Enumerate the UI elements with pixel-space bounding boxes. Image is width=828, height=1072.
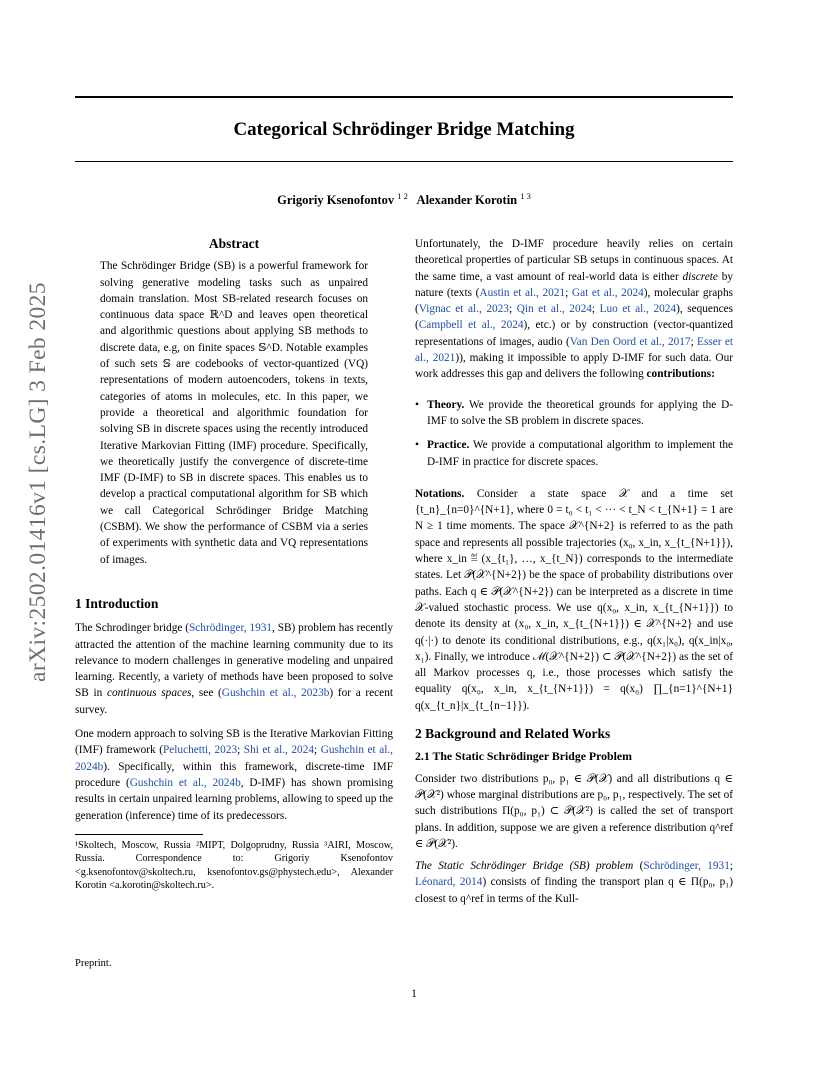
- section-2-1-paragraph-2: [415, 858, 733, 907]
- preprint-label: Preprint.: [75, 958, 112, 969]
- bullet-text: We provide the theoretical grounds for applying the D-IMF to solve the SB problem in discrete spaces.: [427, 398, 733, 427]
- author-list: [75, 191, 733, 208]
- text-run: ) for a recent survey.: [75, 687, 393, 716]
- text-run: ) consists of finding the transport plan q ∈ Π(p₀, p₁) closest to q^ref in terms of the Kull-: [415, 876, 733, 905]
- text-run: ), sequences (: [415, 303, 734, 332]
- text-run: ;: [508, 303, 517, 316]
- citation-link[interactable]: Shi et al., 2024: [243, 744, 315, 757]
- citation-link[interactable]: Schrödinger, 1931: [189, 622, 273, 635]
- list-item: [427, 397, 733, 430]
- title-top-rule: [75, 96, 733, 98]
- citation-link[interactable]: Van Den Oord et al., 2017: [569, 335, 691, 348]
- text-run: by nature (texts (: [415, 270, 733, 299]
- intro-paragraph-1: [75, 620, 393, 718]
- notations-paragraph: [415, 486, 733, 714]
- right-paragraph-1: [415, 236, 733, 383]
- right-column: [415, 236, 733, 907]
- text-run: ;: [729, 860, 733, 873]
- page-number: 1: [411, 988, 417, 1000]
- text-run: , SB) problem has recently attracted the attention of the machine learning community due to its relevance to modern challenges in generative modeling and unpaired learning. Recently, a variety of methods have been proposed to solve SB in: [75, 622, 393, 700]
- bullet-head: Practice.: [427, 439, 470, 452]
- citation-link[interactable]: Gushchin et al., 2023b: [221, 687, 330, 700]
- section-heading-background: 2 Background and Related Works: [415, 726, 611, 742]
- list-item: [427, 437, 733, 470]
- bold-text: contributions:: [646, 368, 715, 381]
- title-bottom-rule: [75, 161, 733, 162]
- citation-link[interactable]: Esser et al., 2021: [415, 335, 733, 365]
- citation-link[interactable]: Peluchetti, 2023: [163, 744, 238, 757]
- abstract-text: The Schrödinger Bridge (SB) is a powerful framework for solving generative modeling tasks such as unpaired domain translation. Most SB-related research focuses on continuous data space ℝ^D and leaves open theoretical and algorithmic questions about applying SB methods to discrete data, e.g, on finite spaces 𝕊^D. Notable examples of such sets 𝕊 are codebooks of vector-quantized (VQ) representations of modern autoencoders, tokens in texts, categories of atoms in molecules, etc. In this paper, we provide a theoretical and algorithmic foundation for solving SB in discrete spaces using the recently introduced Iterative Markovian Fitting (IMF) procedure. Specifically, we theoretically justify the convergence of discrete-time IMF (D-IMF) to SB in discrete spaces. This enables us to develop a practical computational algorithm for SB which we call Categorical Schrödinger Bridge Matching (CSBM). We show the performance of CSBM via a series of experiments with synthetic data and VQ representations of images.: [100, 260, 368, 566]
- footnote-rule: [75, 834, 203, 835]
- bullet-head: Theory.: [427, 398, 465, 411]
- text-run: One modern approach to solving SB is the Iterative Markovian Fitting (IMF) framework (: [75, 728, 393, 757]
- author-affiliation: 1 3: [520, 191, 531, 201]
- text-run: ;: [314, 744, 321, 757]
- text-run: (: [633, 860, 644, 873]
- affiliation-footnote: ¹Skoltech, Moscow, Russia ²MIPT, Dolgoprudny, Russia ³AIRI, Moscow, Russia. Correspondence to: Grigoriy Ksenofontov <g.ksenofontov@skoltech.ru, ksenofontov.gs@phystech.edu>, Alexander Korotin <a.korotin@skoltech.ru>.: [75, 839, 393, 892]
- citation-link[interactable]: Vignac et al., 2023: [418, 303, 509, 316]
- text-run: ), molecular graphs (: [415, 286, 733, 316]
- contributions-list: [415, 397, 733, 470]
- text-run: , see (: [191, 687, 222, 700]
- section-heading-introduction: 1 Introduction: [75, 595, 159, 611]
- citation-link[interactable]: Campbell et al., 2024: [418, 319, 524, 332]
- text-run: ;: [237, 744, 244, 757]
- paragraph-heading: Notations.: [415, 487, 465, 500]
- text-run: , D-IMF) has shown promising results in certain unpaired learning problems, allowing to speed up the generation (inference) time of its predecessors.: [75, 776, 393, 822]
- intro-paragraph-2: [75, 726, 393, 824]
- text-run: Consider a state space 𝒳 and a time set {t_n}_{n=0}^{N+1}, where 0 = t₀ < t₁ < ··· < t_N < t_{N+1} = 1 are N ≥ 1 time moments. The space 𝒳^{N+2} is referred to as the path space and represents all possible trajectories (x₀, x_in, x_{t_{N+1}}), where x_in ≝ (x_{t₁}, …, x_{t_N}) corresponds to the intermediate states. Let 𝒫(𝒳^{N+2}) be the space of probability distributions over paths. Each q ∈ 𝒫(𝒳^{N+2}) can be interpreted as a discrete in time 𝒳-valued stochastic process. We use q(x₀, x_in, x_{t_{N+1}}) to denote its density at (x₀, x_in, x_{t_{N+1}}) ∈ 𝒳^{N+2} and use q(·|·) to denote its conditional distributions, e.g., q(x₁|x₀), q(x_in|x₀, x₁). Finally, we introduce ℳ(𝒳^{N+2}) ⊂ 𝒫(𝒳^{N+2}) as the set of all Markov processes q, i.e., those processes which satisfy the equality q(x₀, x_in, x_{t_{N+1}}) = q(x₀) ∏_{n=1}^{N+1} q(x_{t_n}|x_{t_{n−1}}).: [415, 487, 733, 712]
- left-column: [75, 236, 393, 892]
- text-run: ;: [565, 286, 572, 299]
- arxiv-stamp: arXiv:2502.01416v1 [cs.LG] 3 Feb 2025: [25, 282, 51, 682]
- emphasis: discrete: [682, 270, 718, 283]
- citation-link[interactable]: Luo et al., 2024: [599, 303, 677, 316]
- emphasis: continuous spaces: [107, 687, 192, 700]
- abstract-heading: Abstract: [208, 236, 260, 251]
- bullet-text: We provide a computational algorithm to implement the D-IMF in practice for discrete spaces.: [427, 439, 733, 468]
- author-affiliation: 1 2: [397, 191, 408, 201]
- citation-link[interactable]: Austin et al., 2021: [479, 286, 566, 299]
- citation-link[interactable]: Gushchin et al., 2024b: [75, 744, 394, 773]
- citation-link[interactable]: Gushchin et al., 2024b: [129, 776, 241, 789]
- citation-link[interactable]: Qin et al., 2024: [516, 303, 592, 316]
- text-run: )), making it impossible to apply D-IMF for such data. Our work addresses this gap and delivers the following: [415, 352, 733, 381]
- emphasis: The Static Schrödinger Bridge (SB) problem: [415, 860, 634, 873]
- subsection-heading: 2.1 The Static Schrödinger Bridge Problem: [415, 749, 632, 764]
- citation-link[interactable]: Léonard, 2014: [415, 876, 483, 889]
- text-run: ). Specifically, within this framework, discrete-time IMF procedure (: [75, 760, 393, 789]
- text-run: Unfortunately, the D-IMF procedure heavily relies on certain theoretical properties of particular SB setups in continuous spaces. At the same time, a vast amount of real-world data is either: [415, 238, 733, 283]
- text-run: The Schrodinger bridge (: [75, 622, 189, 635]
- citation-link[interactable]: Gat et al., 2024: [571, 286, 644, 299]
- paper-title: Categorical Schrödinger Bridge Matching: [233, 119, 575, 140]
- citation-link[interactable]: Schrödinger, 1931: [643, 860, 730, 873]
- text-run: ), etc.) or by construction (vector-quantized representations of images, audio (: [415, 319, 733, 348]
- text-run: ;: [690, 335, 698, 348]
- author-name: Alexander Korotin: [416, 193, 518, 208]
- section-2-1-paragraph: Consider two distributions p₀, p₁ ∈ 𝒫(𝒳) and all distributions q ∈ 𝒫(𝒳²) whose marginal distributions are p₀, p₁, respectively. The set of such distributions Π(p₀, p₁) ⊂ 𝒫(𝒳²) is called the set of transport plans. In addition, suppose we are given a reference distribution q^ref ∈ 𝒫(𝒳²).: [415, 772, 733, 850]
- author-name: Grigoriy Ksenofontov: [277, 193, 395, 208]
- text-run: ;: [591, 303, 600, 316]
